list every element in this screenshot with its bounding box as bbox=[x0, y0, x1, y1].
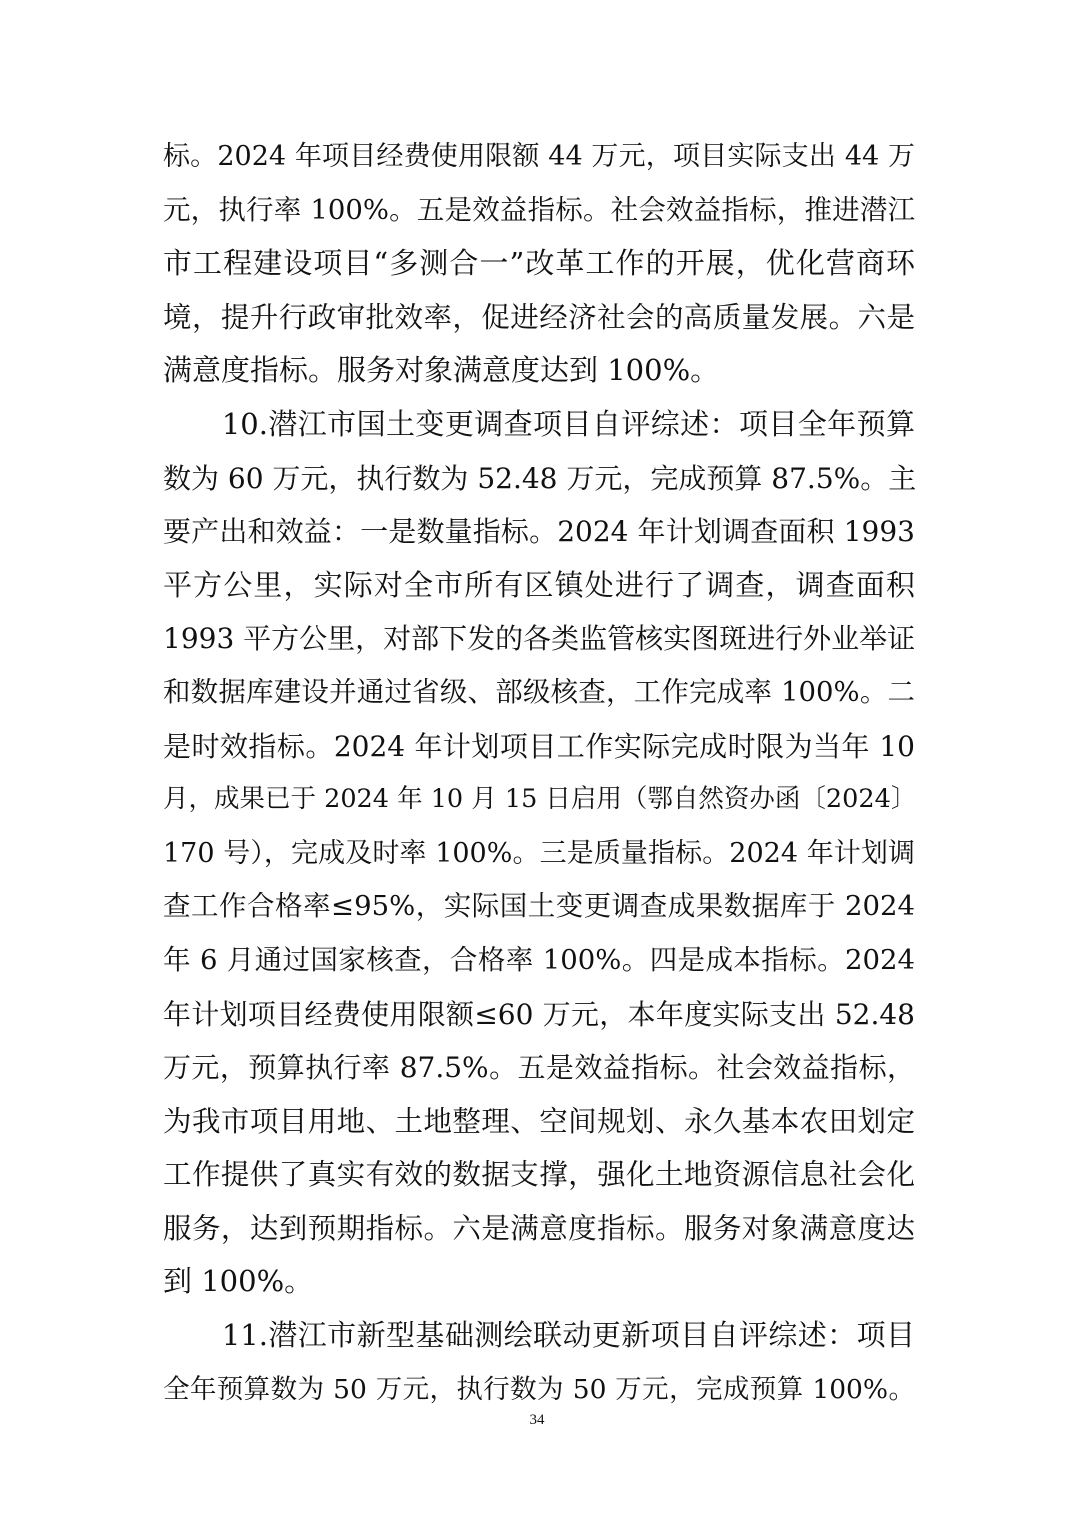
text-line: 服务，达到预期指标。六是满意度指标。服务对象满意度达 bbox=[163, 1211, 915, 1245]
page-number: 34 bbox=[529, 1412, 545, 1428]
text-line: 和数据库建设并通过省级、部级核查，工作完成率 100%。二 bbox=[163, 675, 915, 708]
text-line: 市工程建设项目“多测合一”改革工作的开展，优化营商环 bbox=[163, 246, 915, 281]
text-line: 月，成果已于 2024 年 10 月 15 日启用（鄂自然资办函〔2024〕 bbox=[163, 784, 917, 815]
text-line: 数为 60 万元，执行数为 52.48 万元，完成预算 87.5%。主 bbox=[163, 461, 917, 495]
text-line: 是时效指标。2024 年计划项目工作实际完成时限为当年 10 bbox=[163, 729, 915, 763]
text-line: 为我市项目用地、土地整理、空间规划、永久基本农田划定 bbox=[163, 1104, 915, 1138]
text-line: 10.潜江市国土变更调查项目自评综述：项目全年预算 bbox=[163, 406, 915, 441]
text-line: 查工作合格率≤95%，实际国土变更调查成果数据库于 2024 bbox=[163, 890, 915, 923]
text-line: 要产出和效益：一是数量指标。2024 年计划调查面积 1993 bbox=[163, 515, 915, 549]
text-line: 170 号），完成及时率 100%。三是质量指标。2024 年计划调 bbox=[163, 837, 915, 869]
text-line: 平方公里，实际对全市所有区镇处进行了调查，调查面积 bbox=[163, 567, 915, 602]
text-line: 全年预算数为 50 万元，执行数为 50 万元，完成预算 100%。 bbox=[163, 1373, 915, 1405]
text-line: 工作提供了真实有效的数据支撑，强化土地资源信息社会化 bbox=[163, 1158, 915, 1192]
text-line: 1993 平方公里，对部下发的各类监管核实图斑进行外业举证 bbox=[163, 622, 916, 656]
text-line: 到 100%。 bbox=[163, 1264, 314, 1299]
text-line: 标。2024 年项目经费使用限额 44 万元，项目实际支出 44 万 bbox=[163, 141, 915, 172]
text-line: 元，执行率 100%。五是效益指标。社会效益指标，推进潜江 bbox=[163, 193, 915, 226]
text-line: 境，提升行政审批效率，促进经济社会的高质量发展。六是 bbox=[163, 300, 915, 334]
text-line: 年 6 月通过国家核查，合格率 100%。四是成本指标。2024 bbox=[163, 943, 915, 976]
text-line: 满意度指标。服务对象满意度达到 100%。 bbox=[163, 353, 720, 388]
text-line: 11.潜江市新型基础测绘联动更新项目自评综述：项目 bbox=[163, 1318, 915, 1353]
document-body bbox=[163, 130, 915, 1416]
text-line: 年计划项目经费使用限额≤60 万元，本年度实际支出 52.48 bbox=[163, 997, 915, 1031]
text-line: 万元，预算执行率 87.5%。五是效益指标。社会效益指标， bbox=[163, 1051, 915, 1085]
